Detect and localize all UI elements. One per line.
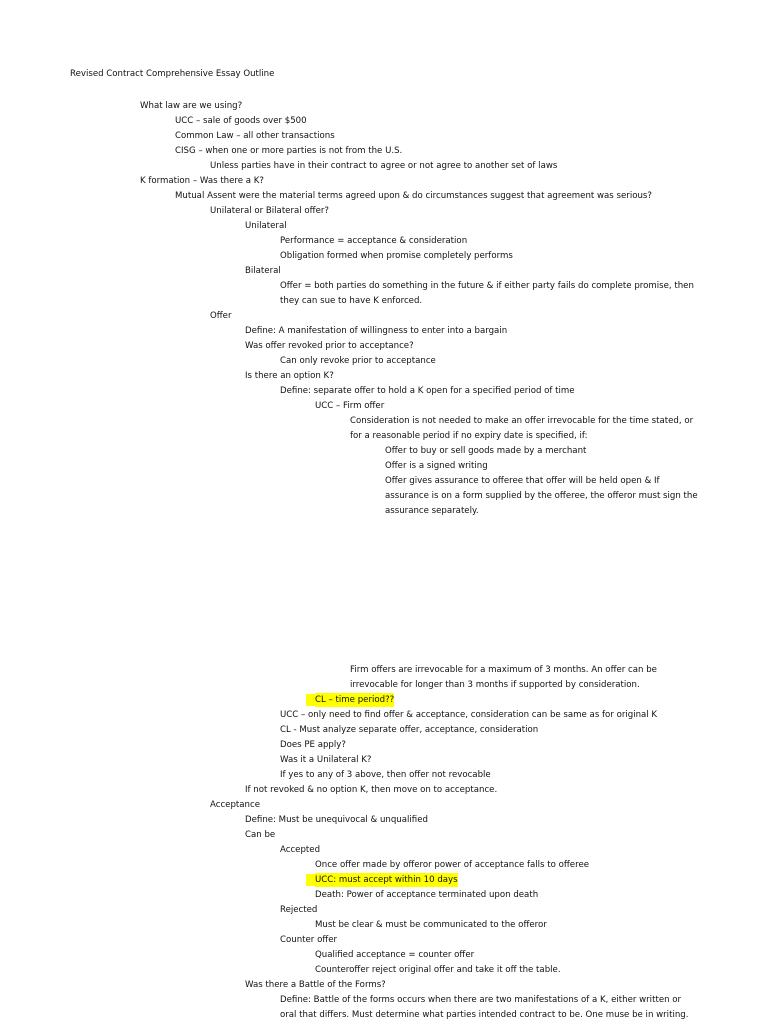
outline-text: UCC – Firm offer [315, 401, 385, 411]
outline-text: Offer is a signed writing [385, 461, 488, 471]
outline-text: Rejected [280, 905, 318, 915]
outline-text: Obligation formed when promise completely performs [280, 251, 513, 261]
document-title: Revised Contract Comprehensive Essay Outline [70, 69, 275, 79]
outline-text: Is there an option K? [245, 371, 334, 381]
outline-text: Was offer revoked prior to acceptance? [245, 341, 414, 351]
outline-text: Unilateral [245, 221, 287, 231]
outline-text: oral that differs. Must determine what parties intended contract to be. One muse be in writing. [280, 1010, 689, 1020]
outline-text: Firm offers are irrevocable for a maximum of 3 months. An offer can be [350, 665, 657, 675]
outline-text: Common Law – all other transactions [175, 131, 335, 141]
highlight-gap [306, 874, 315, 886]
outline-text: Does PE apply? [280, 740, 346, 750]
outline-text: Define: A manifestation of willingness to enter into a bargain [245, 326, 508, 336]
outline-text: CISG – when one or more parties is not from the U.S. [175, 146, 403, 156]
outline-text: assurance is on a form supplied by the offeree, the offeror must sign the [385, 491, 698, 501]
outline-text: Qualified acceptance = counter offer [315, 950, 475, 960]
outline-text: Counteroffer reject original offer and take it off the table. [315, 965, 561, 975]
outline-text: UCC – only need to find offer & acceptance, consideration can be same as for original K [280, 710, 658, 720]
outline-text: they can sue to have K enforced. [280, 296, 423, 306]
outline-text: Offer [210, 311, 232, 321]
outline-text: Must be clear & must be communicated to the offeror [315, 920, 547, 930]
outline-text: Unless parties have in their contract to agree or not agree to another set of laws [210, 161, 558, 171]
outline-text: Performance = acceptance & consideration [280, 236, 468, 246]
outline-text: Accepted [280, 845, 321, 855]
outline-text: Define: Battle of the forms occurs when there are two manifestations of a K, either written or [280, 995, 682, 1005]
outline-text: Define: separate offer to hold a K open for a specified period of time [280, 386, 575, 396]
outline-text: UCC – sale of goods over $500 [175, 116, 307, 126]
highlighted-text: UCC: must accept within 10 days [315, 875, 458, 885]
outline-text: Offer to buy or sell goods made by a merchant [385, 446, 587, 456]
outline-text: for a reasonable period if no expiry date is specified, if: [350, 431, 588, 441]
outline-text: Counter offer [280, 935, 338, 945]
outline-text: irrevocable for longer than 3 months if supported by consideration. [350, 680, 640, 690]
outline-text: If yes to any of 3 above, then offer not revocable [280, 770, 491, 780]
outline-text: Can be [245, 830, 276, 840]
outline-text: What law are we using? [140, 101, 243, 111]
highlight-gap [306, 694, 315, 706]
outline-text: Offer = both parties do something in the future & if either party fails do complete promise, then [280, 281, 694, 291]
highlighted-text: CL – time period?? [315, 695, 395, 705]
outline-text: Can only revoke prior to acceptance [280, 356, 436, 366]
outline-text: Bilateral [245, 266, 281, 276]
outline-text: assurance separately. [385, 506, 479, 516]
outline-text: Unilateral or Bilateral offer? [210, 206, 329, 216]
outline-text: Consideration is not needed to make an offer irrevocable for the time stated, or [350, 416, 694, 426]
outline-text: Define: Must be unequivocal & unqualified [245, 815, 428, 825]
outline-text: K formation – Was there a K? [140, 176, 264, 186]
outline-text: Was there a Battle of the Forms? [245, 980, 386, 990]
outline-text: Offer gives assurance to offeree that offer will be held open & If [385, 476, 660, 486]
outline-text: CL - Must analyze separate offer, acceptance, consideration [280, 725, 539, 735]
outline-text: Acceptance [210, 800, 261, 810]
outline-text: Once offer made by offeror power of acceptance falls to offeree [315, 860, 590, 870]
outline-text: Death: Power of acceptance terminated upon death [315, 890, 539, 900]
outline-text: Was it a Unilateral K? [280, 755, 372, 765]
outline-text: If not revoked & no option K, then move on to acceptance. [245, 785, 498, 795]
outline-text: Mutual Assent were the material terms agreed upon & do circumstances suggest that agreement was serious? [175, 191, 652, 201]
